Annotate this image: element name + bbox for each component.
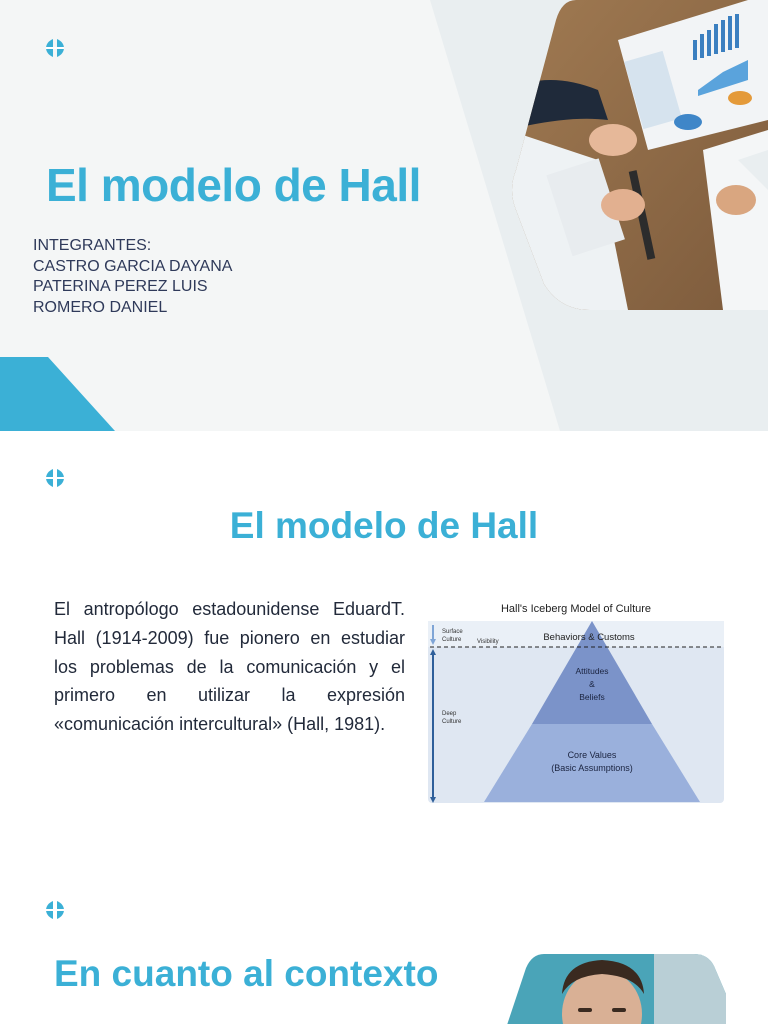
deep-label: Culture xyxy=(442,719,462,725)
hall-paragraph: El antropólogo estadounidense EduardT. Hall (1914-2009) fue pionero en estudiar los problemas de la comunicación y el primero en utilizar la expresión «comunicación intercultural» (Hall, 1981). xyxy=(54,599,405,735)
members-heading: INTEGRANTES: xyxy=(33,237,152,254)
section-title: En cuanto al contexto xyxy=(54,953,439,994)
logo-icon xyxy=(44,37,66,59)
core-values-label: Core Values xyxy=(567,750,617,760)
attitudes-label: Attitudes xyxy=(575,666,609,676)
beliefs-label: Beliefs xyxy=(579,692,605,702)
iceberg-diagram xyxy=(424,597,728,807)
section-title: El modelo de Hall xyxy=(229,505,539,546)
logo-icon xyxy=(44,899,66,921)
surface-label: Culture xyxy=(442,637,462,643)
member-name: PATERINA PEREZ LUIS xyxy=(33,278,208,295)
business-meeting-photo xyxy=(508,0,768,310)
title-slide xyxy=(0,0,768,431)
surface-label: Surface xyxy=(442,629,463,635)
ampersand-label: & xyxy=(589,679,595,689)
assumptions-label: (Basic Assumptions) xyxy=(551,763,633,773)
deep-label: Deep xyxy=(442,711,457,717)
member-name: CASTRO GARCIA DAYANA xyxy=(33,257,233,275)
logo-icon xyxy=(44,467,66,489)
diagram-heading: Hall's Iceberg Model of Culture xyxy=(500,603,652,615)
context-slide xyxy=(0,861,768,1024)
page-title: El modelo de Hall xyxy=(46,159,421,211)
behaviors-label: Behaviors & Customs xyxy=(543,632,635,643)
visibility-label: Visibility xyxy=(477,639,499,645)
hall-model-slide xyxy=(0,431,768,861)
smiling-man-photo xyxy=(504,954,726,1024)
member-name: ROMERO DANIEL xyxy=(33,298,168,316)
members-list xyxy=(33,236,232,318)
